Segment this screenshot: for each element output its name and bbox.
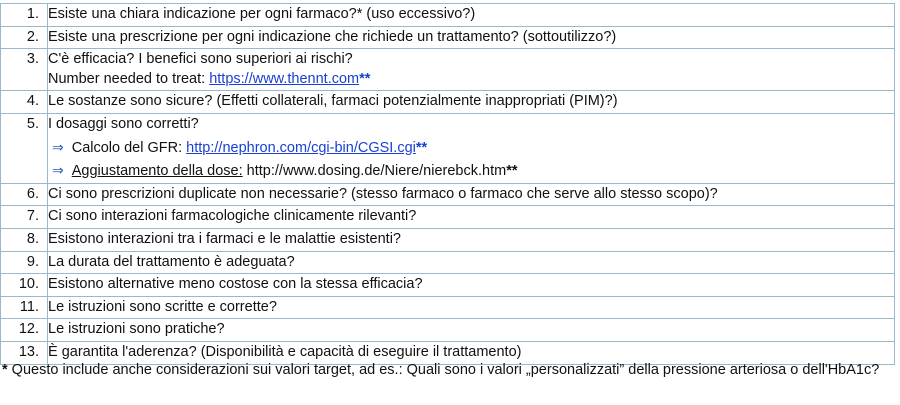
table-row [1,274,895,297]
arrow-right-icon: ⇒ [52,138,64,155]
item-number: 11. [1,296,48,319]
table-row [1,26,895,49]
dose-url: http://www.dosing.de/Niere/nierebck.htm [242,163,507,180]
item-text: Ci sono prescrizioni duplicate non necessarie? (stesso farmaco o farmaco che serve allo stesso scopo)? [48,183,895,206]
item-text: Ci sono interazioni farmacologiche clinicamente rilevanti? [48,206,895,229]
item-text: Esiste una prescrizione per ogni indicazione che richiede un trattamento? (sottoutilizzo?) [48,26,895,49]
item-text: C'è efficacia? I benefici sono superiori ai rischi? [48,51,353,68]
table-row [1,206,895,229]
item-text: I dosaggi sono corretti? [48,115,199,132]
item-text: Le istruzioni sono pratiche? [48,319,895,342]
dose-line [52,161,894,182]
table-row [1,251,895,274]
table-row [1,49,895,91]
item-text: Le sostanze sono sicure? (Effetti collaterali, farmaci potenzialmente inappropriati (PIM)?) [48,91,895,114]
item-cell [48,113,895,183]
item-number: 8. [1,228,48,251]
table-row [1,319,895,342]
item-number: 3. [1,49,48,91]
table-row [1,183,895,206]
item-text: La durata del trattamento è adeguata? [48,251,895,274]
nnt-asterisks: ** [359,70,371,87]
table-row [1,4,895,27]
nnt-link[interactable]: https://www.thennt.com [209,70,360,87]
dose-label: Aggiustamento della dose: [71,163,243,180]
item-number: 10. [1,274,48,297]
item-number: 2. [1,26,48,49]
item-text: Le istruzioni sono scritte e corrette? [48,296,895,319]
table-row [1,91,895,114]
item-number: 4. [1,91,48,114]
item-cell [48,49,895,91]
item-number: 1. [1,4,48,27]
dose-asterisks: ** [506,163,518,180]
arrow-right-icon: ⇒ [52,162,64,179]
item-number: 9. [1,251,48,274]
item-number: 13. [1,341,48,364]
item-text: Esiste una chiara indicazione per ogni farmaco?* (uso eccessivo?) [48,4,895,27]
footnote-text: Questo include anche considerazioni sui valori target, ad es.: Quali sono i valori „personalizzati” della pressione arteriosa o dell'HbA1c? [7,362,880,378]
nnt-line [48,70,894,90]
footnote [2,360,892,381]
item-text: Esistono interazioni tra i farmaci e le malattie esistenti? [48,228,895,251]
gfr-asterisks: ** [415,139,428,156]
table-row [1,228,895,251]
gfr-link[interactable]: http://nephron.com/cgi-bin/CGSI.cgi [186,139,416,156]
item-number: 12. [1,319,48,342]
item-number: 5. [1,113,48,183]
item-number: 6. [1,183,48,206]
item-number: 7. [1,206,48,229]
footnote-star: * [2,362,8,378]
table-row [1,113,895,183]
gfr-line [52,138,894,159]
gfr-label: Calcolo del GFR: [71,139,187,156]
table-row [1,296,895,319]
nnt-label: Number needed to treat: [48,70,210,87]
item-text: È garantita l'aderenza? (Disponibilità e capacità di eseguire il trattamento) [48,341,895,364]
checklist-table [0,3,895,365]
item-text: Esistono alternative meno costose con la stessa efficacia? [48,274,895,297]
